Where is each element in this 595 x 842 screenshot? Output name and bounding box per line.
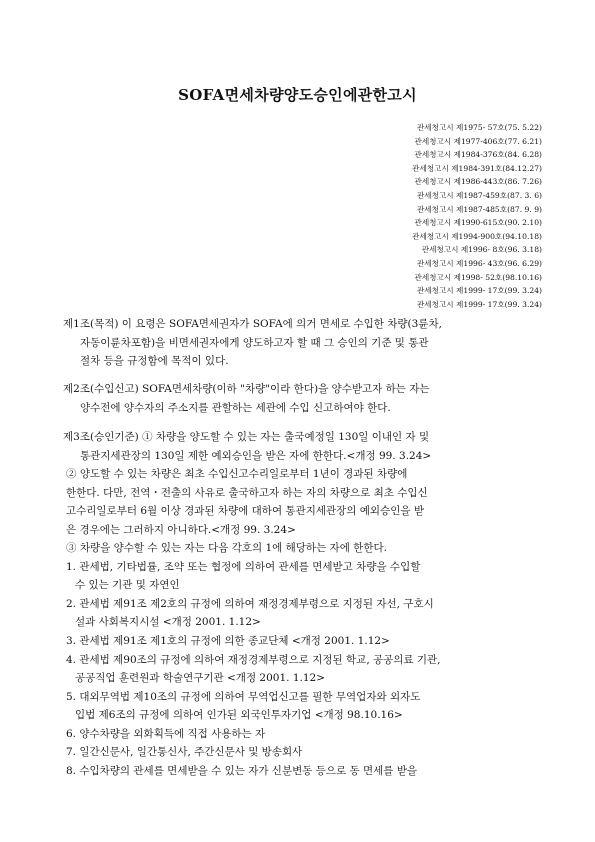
amendment-reference: 관세청고시 제1977-406호(77. 6.21) [414,136,542,146]
article-3-heading: 제3조(승인기준) ① 차량을 양도할 수 있는 자는 출국예정일 130일 이내인 자 및 [63,431,430,443]
article-3-text: 고수리일로부터 6월 이상 경과된 차량에 대하여 통관지세관장의 예외승인을 받 [66,505,424,517]
article-3-text: 은 경우에는 그러하지 아니하다.<개정 99. 3.24> [66,524,296,536]
amendment-reference: 관세청고시 제1996- 8호(96. 3.18) [421,245,542,255]
article-3-item-2-cont: 설과 사회복지시설 <개정 2001. 1.12> [75,616,261,628]
amendment-reference: 관세청고시 제1975- 57호(75. 5.22) [416,123,542,132]
article-3-item-6: 6. 양수차량을 외화획득에 직접 사용하는 자 [66,728,266,740]
article-3-item-4-cont: 공공직업 훈련원과 학술연구기관 <개정 2001. 1.12> [75,672,326,684]
article-2-heading: 제2조(수입신고) SOFA면세차량(이하 "차량"이라 한다)을 양수받고자 하는 자는 [63,383,430,395]
article-3-clause-3: ③ 차량을 양수할 수 있는 자는 다음 각호의 1에 해당하는 자에 한한다. [66,542,387,554]
amendment-reference: 관세청고시 제1999- 17호(99. 3.24) [416,299,542,309]
article-3-item-8: 8. 수입차량의 관세를 면세받을 수 있는 자가 신분변동 등으로 동 면세를 받을 [66,765,418,777]
article-3-text: 통관지세관장의 130일 제한 예외승인을 받은 자에 한한다.<개정 99. 3.24> [80,450,432,462]
article-3-text: 한한다. 다만, 전역・전출의 사유로 출국하고자 하는 자의 차량으로 최초 수입신 [66,487,428,499]
article-3-item-5: 5. 대외무역법 제10조의 규정에 의하여 무역업신고를 필한 무역업자와 외자도 [66,691,421,703]
article-3-item-2: 2. 관세법 제91조 제2호의 규정에 의하여 재정경제부령으로 지정된 자선, 구호시 [66,598,434,610]
amendment-reference: 관세청고시 제1990-615호(90. 2.10) [414,218,542,228]
amendment-reference: 관세청고시 제1984-391호(84.12.27) [412,163,542,173]
amendment-reference: 관세청고시 제1999- 17호(99. 3.24) [416,286,542,296]
article-3-item-1: 1. 관세법, 기타법률, 조약 또는 협정에 의하여 관세를 면세받고 차량을 수입할 [66,561,421,573]
article-2-text: 양수전에 양수자의 주소지를 관할하는 세관에 수입 신고하여야 한다. [80,402,391,414]
article-3-item-4: 4. 관세법 제90조의 규정에 의하여 재정경제부령으로 지정된 학교, 공공의료 기관, [66,654,441,666]
amendment-reference: 관세청고시 제1994-900호(94.10.18) [412,231,542,241]
amendment-reference-list [302,121,542,311]
article-1-text: 절차 등을 규정함에 목적이 있다. [80,355,229,367]
article-3-item-3: 3. 관세법 제91조 제1호의 규정에 의한 종교단체 <개정 2001. 1.12> [66,635,390,647]
amendment-reference: 관세청고시 제1996- 43호(96. 6.29) [416,258,542,268]
amendment-reference: 관세청고시 제1987-459호(87. 3. 6) [416,190,542,200]
amendment-reference: 관세청고시 제1987-485호(87. 9. 9) [416,204,542,214]
article-1-text: 자동이륜차포함)을 비면세권자에게 양도하고자 할 때 그 승인의 기준 및 통관 [80,337,429,349]
article-3-item-7: 7. 일간신문사, 일간통신사, 주간신문사 및 방송회사 [66,746,303,758]
article-1-heading: 제1조(목적) 이 요령은 SOFA면세권자가 SOFA에 의거 면세로 수입한 차량(3륜차, [63,318,442,330]
article-3-item-1-cont: 수 있는 기관 및 자연인 [75,579,180,591]
article-3-clause-2: ② 양도할 수 있는 차량은 최초 수입신고수리일로부터 1년이 경과된 차량에 [66,468,408,480]
amendment-reference: 관세청고시 제1986-443호(86. 7.26) [414,177,542,187]
document-title: SOFA면세차량양도승인에관한고시 [178,86,417,104]
amendment-reference: 관세청고시 제1998- 52호(98.10.16) [414,272,542,282]
amendment-reference: 관세청고시 제1984-376호(84. 6.28) [414,150,542,160]
article-3-item-5-cont: 입법 제6조의 규정에 의하여 인가된 외국인투자기업 <개정 98.10.16> [75,709,403,721]
